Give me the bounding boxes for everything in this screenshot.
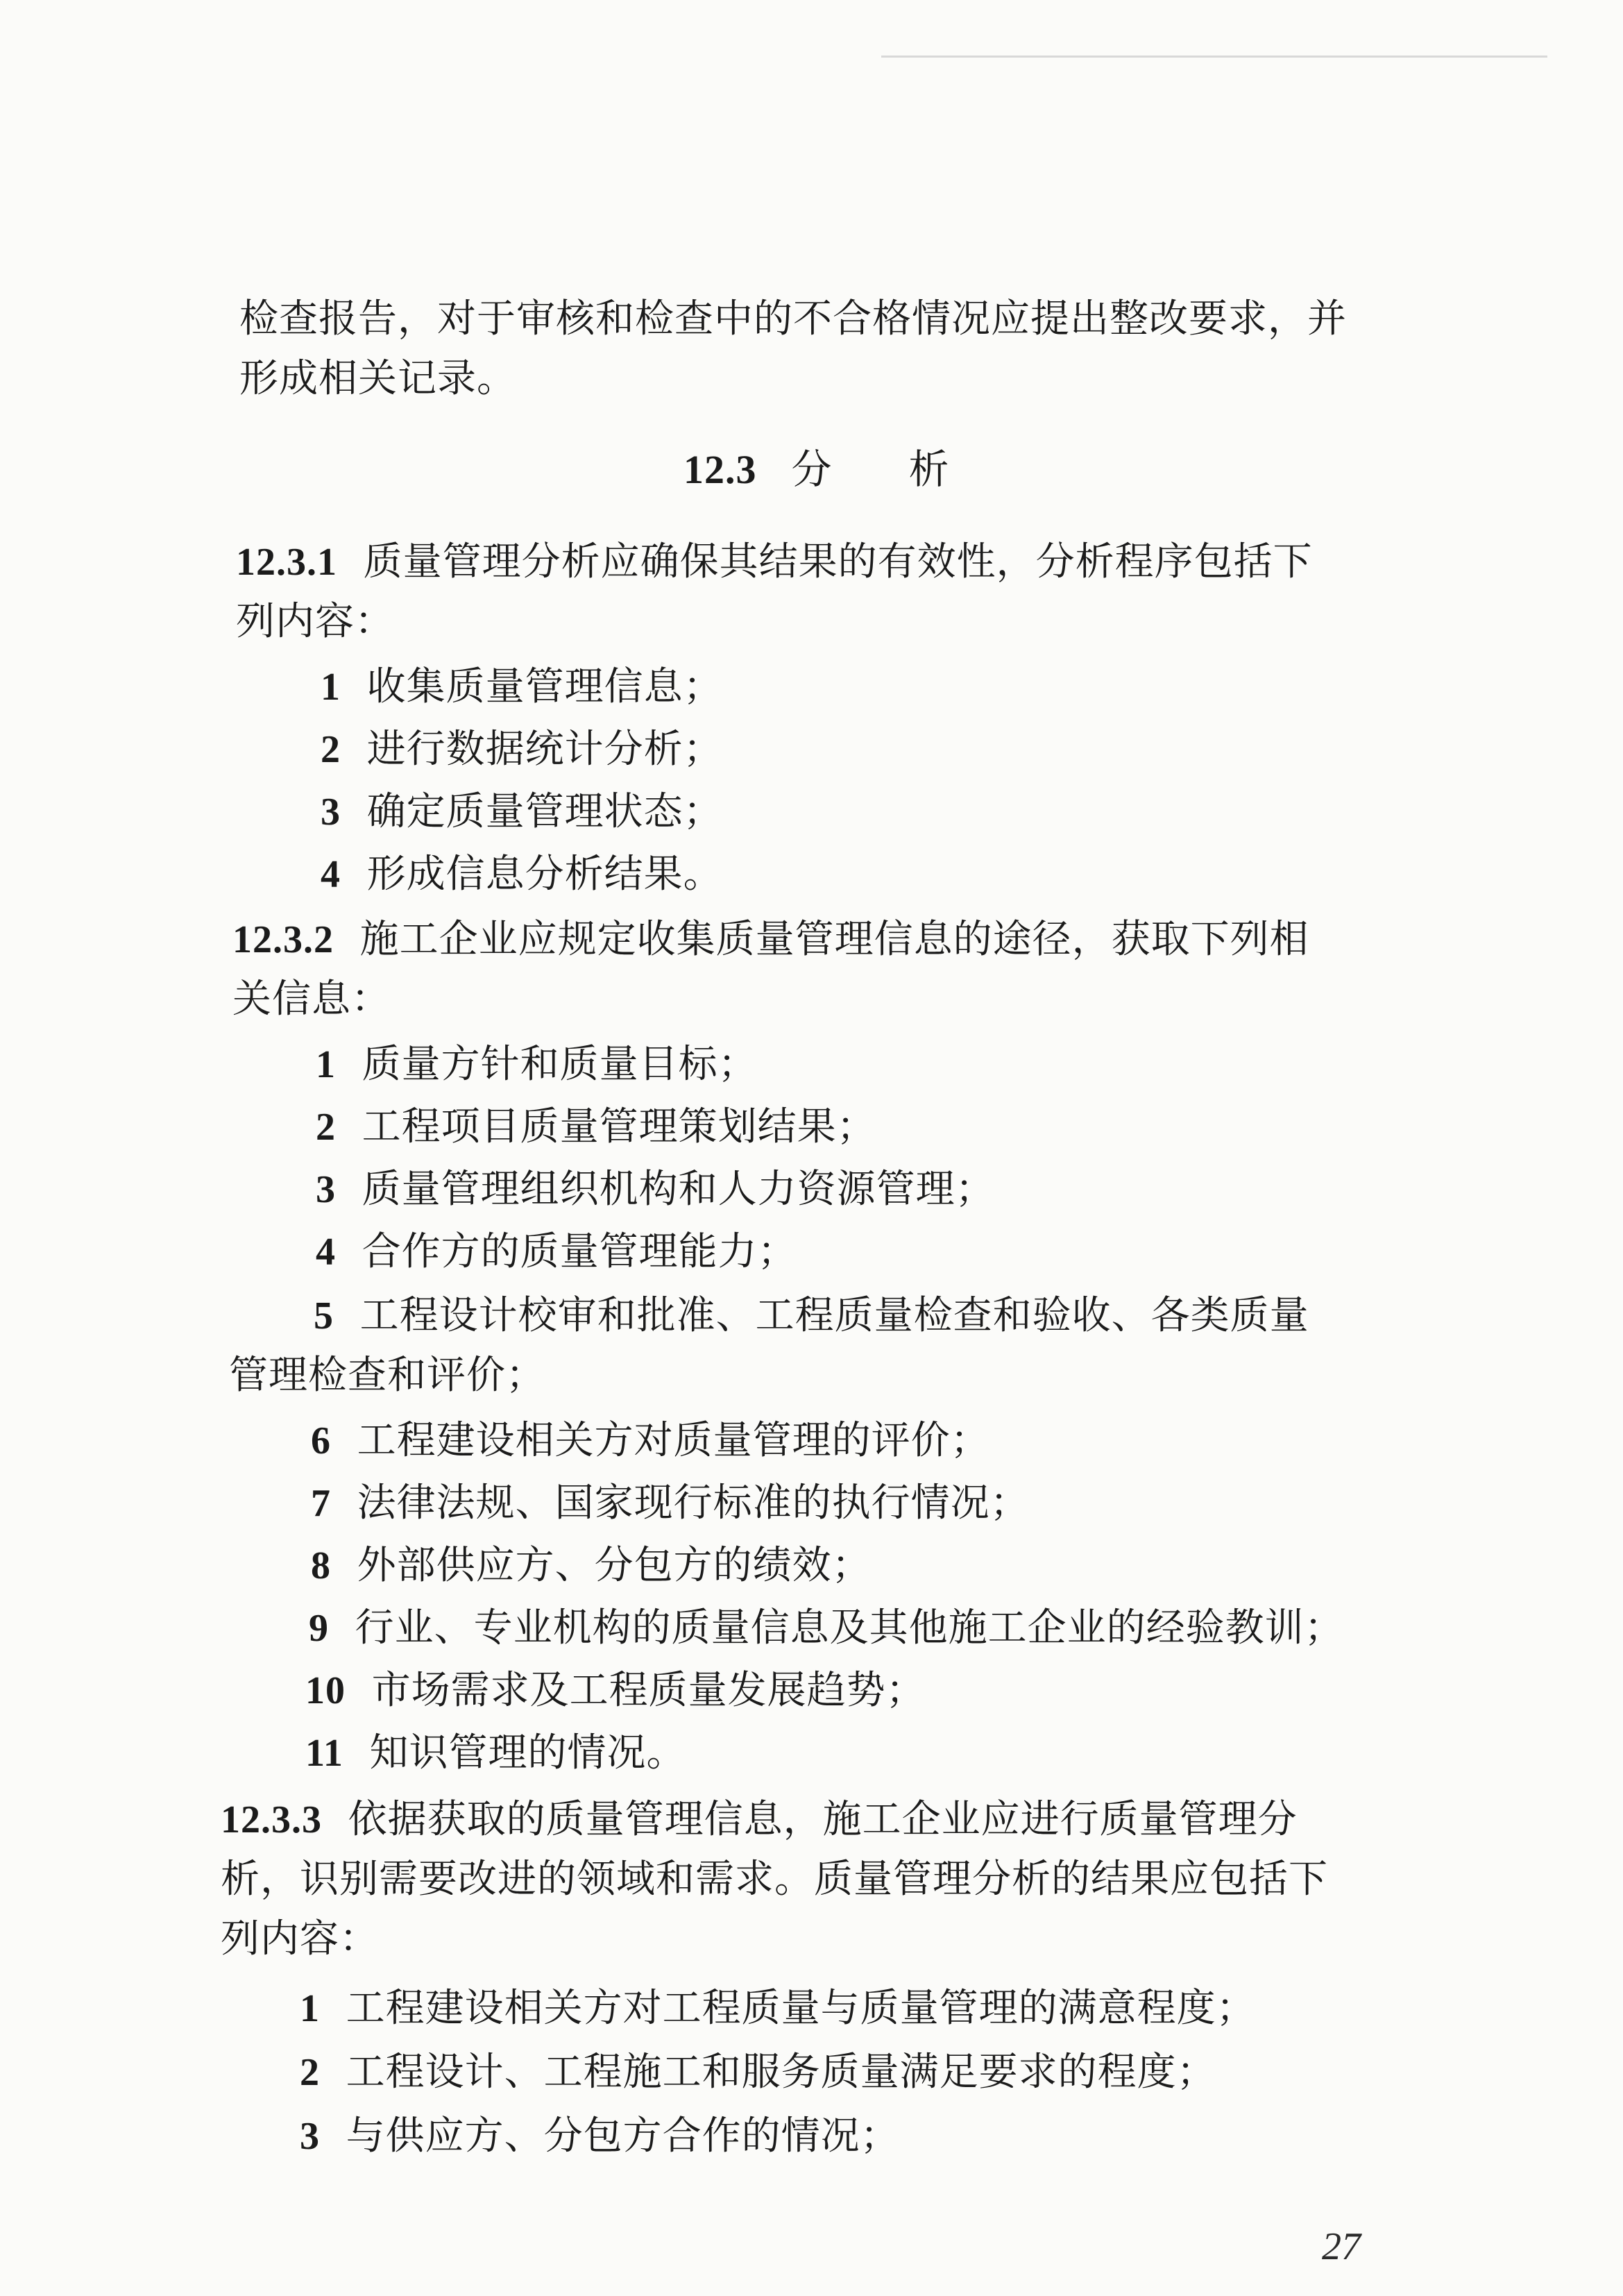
clause-text: 依据获取的质量管理信息，施工企业应进行质量管理分	[348, 1797, 1298, 1842]
clause-text: 施工企业应规定收集质量管理信息的途径，获取下列相	[359, 917, 1309, 962]
item-number: 5	[314, 1294, 334, 1337]
list-item	[316, 1165, 995, 1215]
item-number: 3	[300, 2115, 320, 2158]
item-number: 2	[321, 728, 341, 771]
clause-12-3-2-line-1	[232, 915, 1309, 965]
item-text: 工程设计校审和批准、工程质量检查和验收、各类质量	[359, 1293, 1309, 1338]
item-text: 法律法规、国家现行标准的执行情况；	[357, 1480, 1030, 1526]
item-text: 知识管理的情况。	[369, 1730, 686, 1775]
top-rule	[881, 56, 1547, 58]
intro-line-1: 检查报告，对于审核和检查中的不合格情况应提出整改要求，并	[239, 296, 1347, 341]
list-item	[311, 1478, 1030, 1528]
item-number: 7	[311, 1482, 331, 1525]
section-title-char-1: 分	[791, 446, 833, 493]
item-text: 确定质量管理状态；	[366, 789, 723, 834]
clause-number: 12.3.2	[232, 918, 334, 961]
item-text: 质量管理组织机构和人力资源管理；	[362, 1167, 995, 1212]
clause-text: 质量管理分析应确保其结果的有效性，分析程序包括下	[363, 539, 1313, 584]
item-number: 2	[300, 2051, 320, 2094]
clause-12-3-3-line-1	[221, 1795, 1298, 1845]
item-text: 市场需求及工程质量发展趋势；	[371, 1668, 926, 1713]
section-number: 12.3	[683, 447, 757, 492]
list-item	[300, 2111, 900, 2161]
list-item	[309, 1603, 1344, 1653]
item-number: 8	[311, 1544, 331, 1587]
item-number: 3	[321, 791, 341, 834]
list-item	[300, 2048, 1216, 2097]
list-item	[321, 787, 723, 837]
clause-12-3-1-line-1	[236, 537, 1313, 587]
item-text: 外部供应方、分包方的绩效；	[357, 1543, 872, 1588]
item-number: 10	[305, 1669, 346, 1712]
item-text: 形成信息分析结果。	[366, 852, 723, 897]
item-number: 4	[316, 1231, 336, 1274]
list-item	[316, 1227, 797, 1277]
item-number: 1	[321, 666, 341, 709]
clause-number: 12.3.3	[221, 1798, 322, 1841]
clause-12-3-3-line-2: 析，识别需要改进的领域和需求。质量管理分析的结果应包括下	[221, 1857, 1328, 1902]
list-item	[321, 662, 723, 712]
section-heading	[683, 444, 950, 495]
item-text: 工程项目质量管理策划结果；	[362, 1104, 876, 1149]
item-number: 11	[305, 1732, 343, 1775]
clause-12-3-1-line-2: 列内容：	[236, 599, 394, 644]
list-item	[305, 1666, 926, 1716]
intro-line-2: 形成相关记录。	[239, 356, 516, 401]
list-item	[316, 1040, 758, 1090]
item-number: 9	[309, 1607, 329, 1650]
list-item	[321, 725, 723, 775]
item-text: 工程建设相关方对工程质量与质量管理的满意程度；	[346, 1986, 1256, 2031]
item-number: 4	[321, 853, 341, 896]
section-title-char-2: 析	[908, 446, 950, 493]
item-text: 与供应方、分包方合作的情况；	[346, 2113, 900, 2159]
item-text: 进行数据统计分析；	[366, 727, 723, 772]
list-item	[300, 1984, 1256, 2034]
list-item	[305, 1728, 686, 1778]
clause-number: 12.3.1	[236, 541, 337, 584]
item-text: 收集质量管理信息；	[366, 664, 723, 709]
item-number: 6	[311, 1419, 331, 1462]
item-text: 工程设计、工程施工和服务质量满足要求的程度；	[346, 2050, 1216, 2095]
item-number: 3	[316, 1168, 336, 1211]
item-text: 质量方针和质量目标；	[362, 1042, 758, 1087]
clause-12-3-2-line-2: 关信息：	[232, 977, 391, 1022]
item-text: 工程建设相关方对质量管理的评价；	[357, 1418, 990, 1463]
item-number: 1	[316, 1043, 336, 1086]
clause-12-3-3-line-3: 列内容：	[221, 1916, 379, 1961]
list-item	[311, 1541, 872, 1591]
item-number: 1	[300, 1987, 320, 2030]
item-number: 2	[316, 1106, 336, 1149]
list-item-continuation: 管理检查和评价；	[229, 1353, 545, 1398]
list-item	[316, 1102, 876, 1152]
item-text: 行业、专业机构的质量信息及其他施工企业的经验教训；	[355, 1605, 1344, 1651]
item-text: 合作方的质量管理能力；	[362, 1229, 797, 1274]
list-item	[321, 850, 723, 900]
list-item	[314, 1291, 1309, 1341]
list-item	[311, 1416, 990, 1466]
page-number: 27	[1322, 2225, 1361, 2268]
